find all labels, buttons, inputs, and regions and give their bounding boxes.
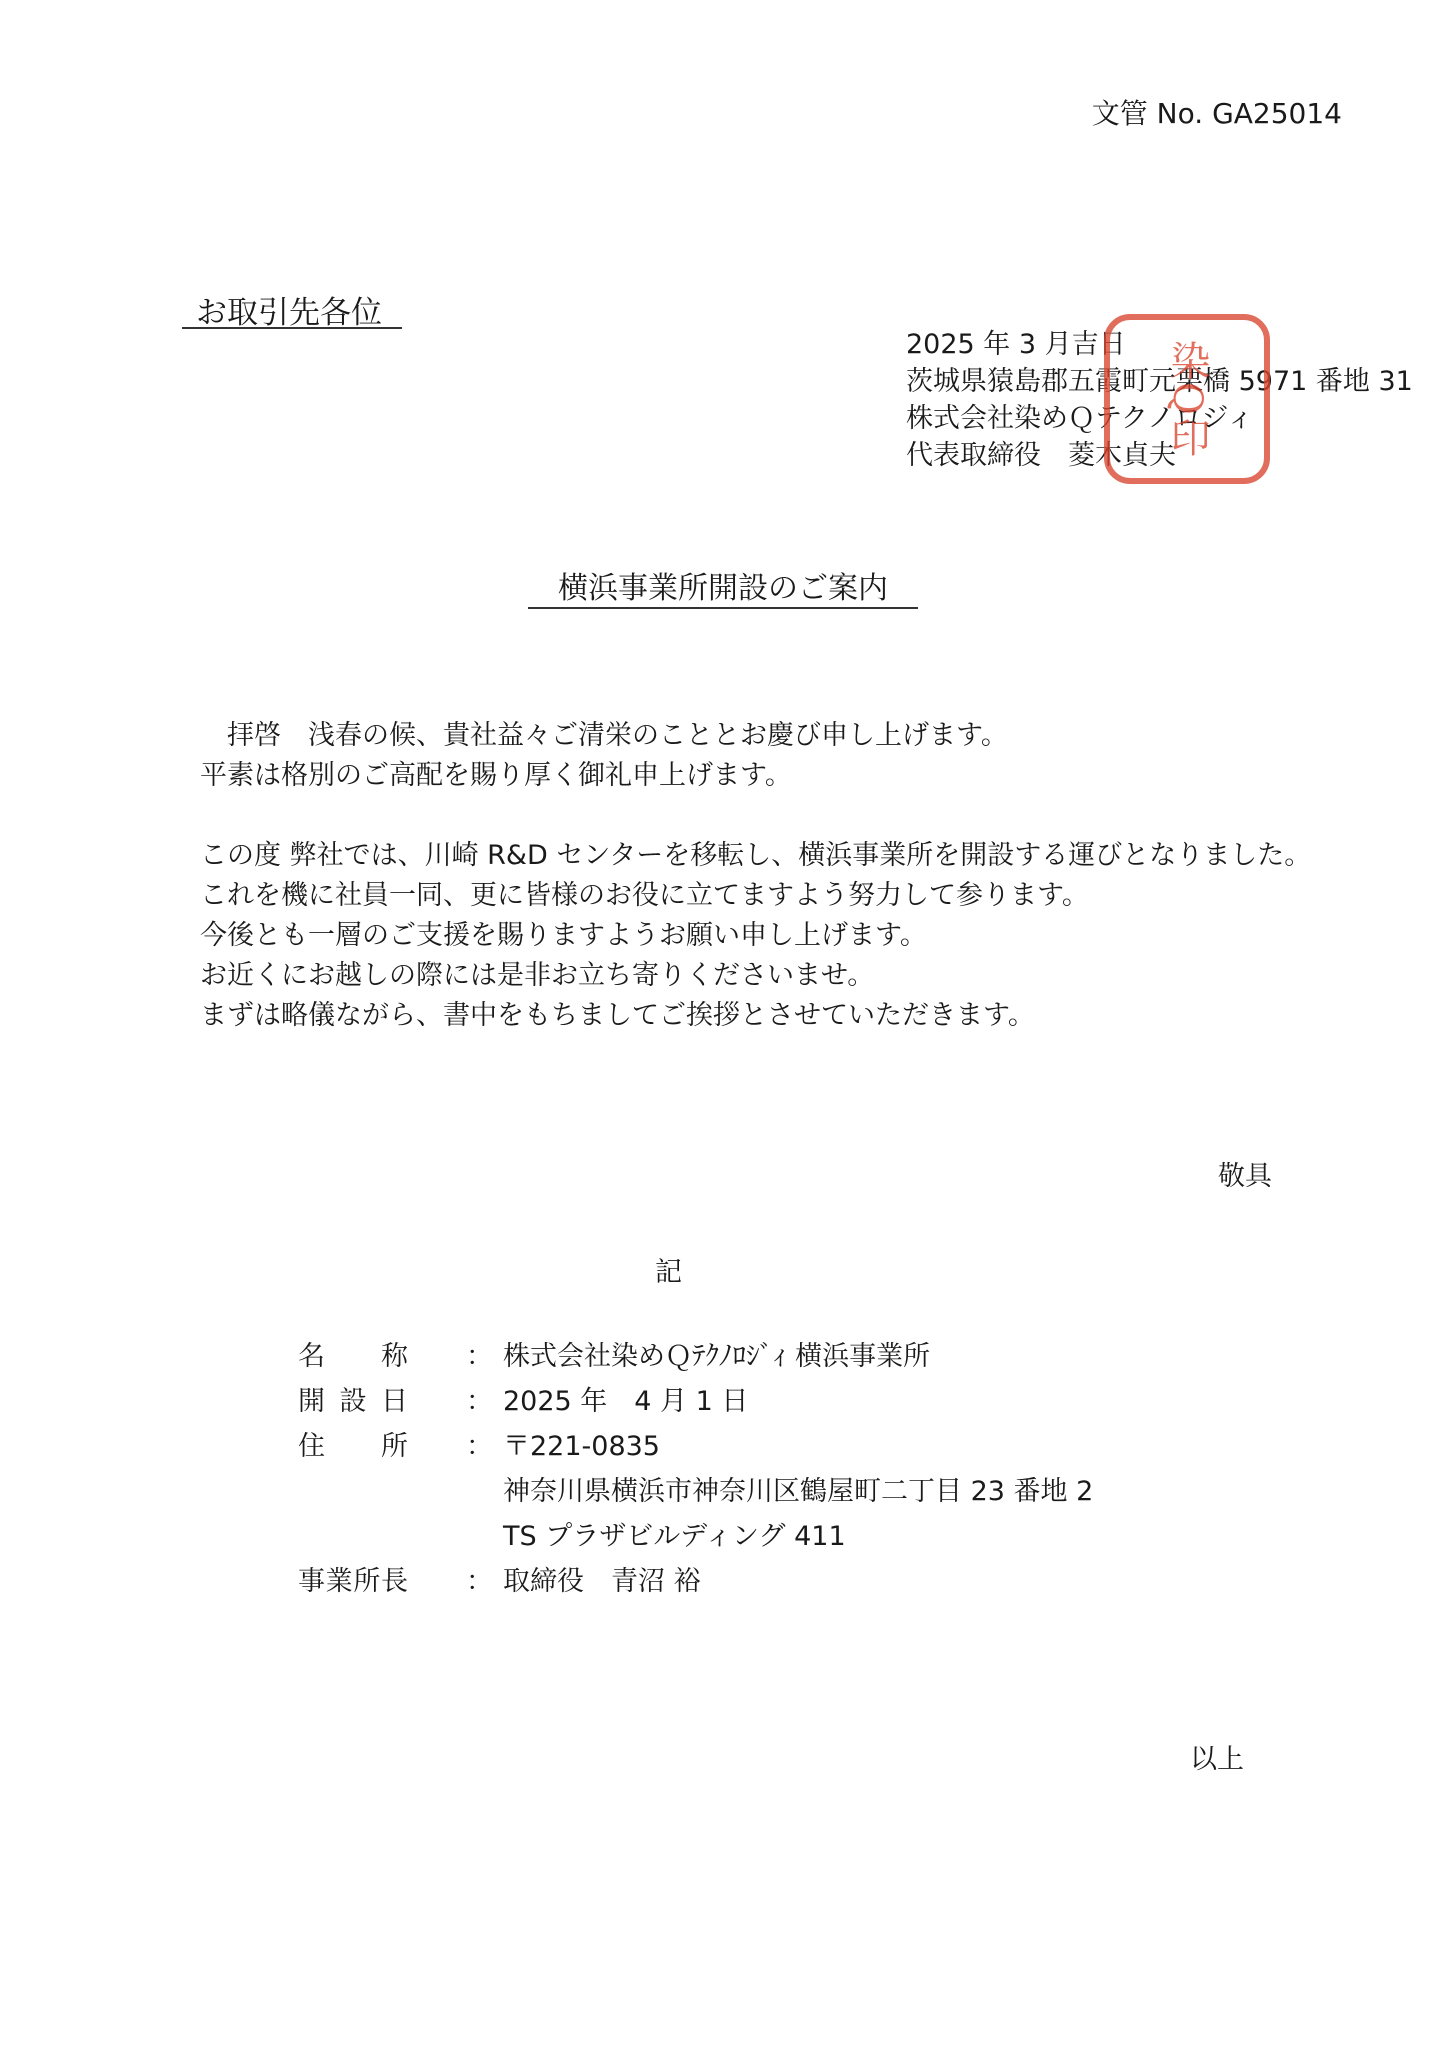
body-line: まずは略儀ながら、書中をもちましてご挨拶とさせていただきます。 xyxy=(200,1000,1035,1031)
body-line: 今後とも一層のご支援を賜りますようお願い申し上げます。 xyxy=(200,920,927,951)
record-open-value: 2025 年 4 月 1 日 xyxy=(503,1386,749,1417)
record-address-label: 住 所 xyxy=(298,1431,408,1462)
title-underline xyxy=(528,607,918,609)
record-name-value: 株式会社染めＱﾃｸﾉﾛｼﾞｨ 横浜事業所 xyxy=(503,1341,931,1372)
body-line: お近くにお越しの際には是非お立ち寄りくださいませ。 xyxy=(200,960,875,991)
greeting-line: 平素は格別のご高配を賜り厚く御礼申上げます。 xyxy=(200,760,792,791)
letter-body xyxy=(200,716,1311,1036)
record-head-value: 取締役 青沼 裕 xyxy=(503,1566,701,1597)
issue-date: 2025 年 3 月吉日 xyxy=(906,329,1126,360)
closing-keigu: 敬具 xyxy=(1218,1161,1272,1192)
body-line: この度 弊社では、川崎 R&D センターを移転し、横浜事業所を開設する運びとなりました。 xyxy=(200,840,1312,871)
record-building: TS プラザビルディング 411 xyxy=(503,1521,846,1552)
greeting-line: 拝啓 浅春の候、貴社益々ご清栄のこととお慶び申し上げます。 xyxy=(200,720,1008,751)
company-seal-stamp: 染Q印 xyxy=(1104,314,1270,484)
record-postal-code: 〒221-0835 xyxy=(503,1431,660,1462)
record-open-label: 開 設 日 xyxy=(298,1386,408,1417)
closing-ijou: 以上 xyxy=(1190,1744,1244,1775)
recipient-underline xyxy=(182,327,402,329)
record-name-label: 名 称 xyxy=(298,1341,408,1372)
sender-representative: 代表取締役 菱木貞夫 xyxy=(906,440,1176,471)
sender-address: 茨城県猿島郡五霞町元栗橋 5971 番地 31 xyxy=(906,366,1413,397)
sender-company: 株式会社染めＱテクノロジィ xyxy=(906,403,1254,434)
body-line: これを機に社員一同、更に皆様のお役に立てますよう努力して参ります。 xyxy=(200,880,1089,911)
document-number: 文管 No. GA25014 xyxy=(1091,97,1342,130)
recipient: お取引先各位 xyxy=(196,295,382,331)
record-head-label: 事 業 所 長 xyxy=(298,1566,408,1597)
ki-heading: 記 xyxy=(655,1257,682,1288)
record-address-line: 神奈川県横浜市神奈川区鶴屋町二丁目 23 番地 2 xyxy=(503,1476,1094,1507)
document-title: 横浜事業所開設のご案内 xyxy=(558,571,888,606)
